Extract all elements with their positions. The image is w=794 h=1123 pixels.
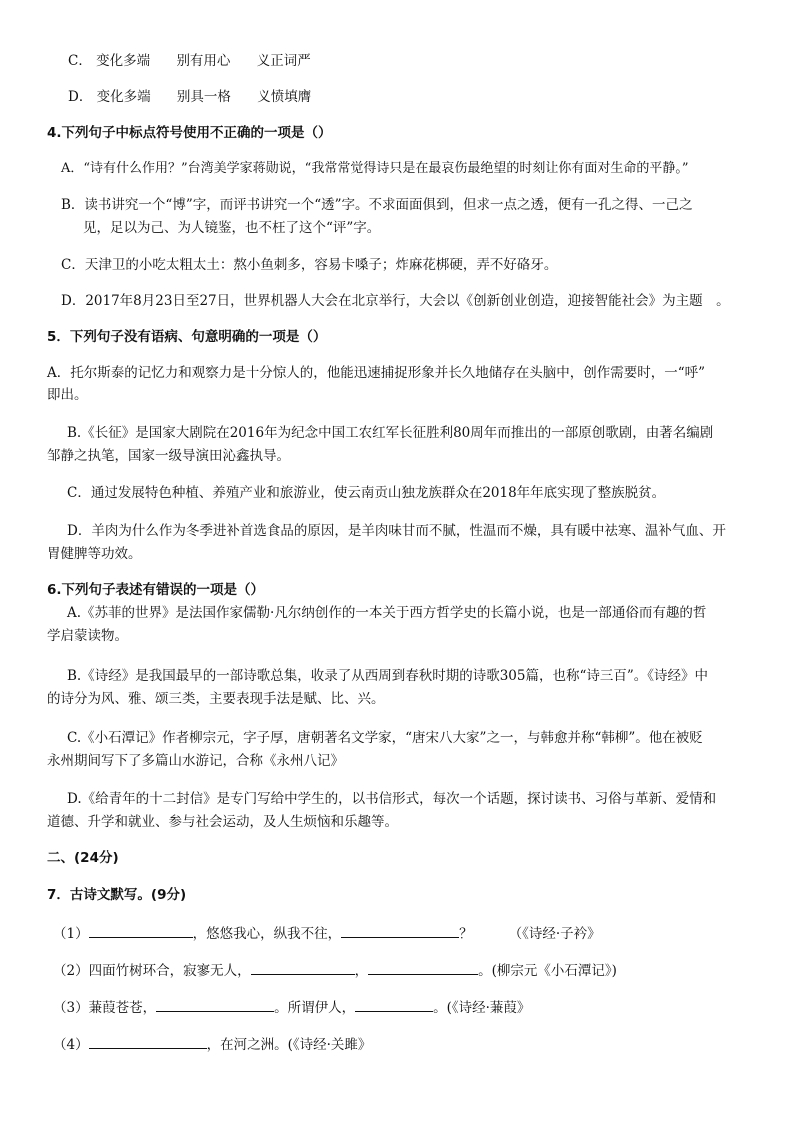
- option-letter: C．: [68, 53, 92, 69]
- dictation-line-3: [53, 997, 530, 1017]
- question-5-option-b-line1: B.《长征》是国家大剧院在2016年为纪念中国工农红军长征胜利80周年而推出的一部原创歌剧，由著名编剧: [67, 425, 714, 441]
- question-4-option-c: C．天津卫的小吃太粗太土：熬小鱼刺多，容易卡嗓子；炸麻花梆硬，弄不好硌牙。: [61, 257, 558, 273]
- question-6-title: 6.下列句子表述有错误的一项是（）: [47, 582, 265, 598]
- question-6-option-d-line1: D.《给青年的十二封信》是专门写给中学生的，以书信形式，每次一个话题，探讨读书、习俗与革新、爱情和: [67, 791, 717, 807]
- question-7-title: 7．古诗文默写。(9分): [47, 887, 187, 903]
- section-2-heading: 二、(24分): [47, 850, 119, 866]
- line-text: （2）四面竹树环合，寂寥无人，: [53, 963, 251, 979]
- option-c: [68, 52, 311, 70]
- question-5-title: 5．下列句子没有语病、句意明确的一项是（）: [47, 329, 327, 345]
- question-4-option-a: A．“诗有什么作用？”台湾美学家蒋勋说，“我常常觉得诗只是在最哀伤最绝望的时刻让你有面对生命的平静。”: [61, 161, 689, 176]
- answer-blank[interactable]: [89, 923, 193, 938]
- dictation-line-1: [53, 923, 601, 943]
- dictation-line-4: [53, 1034, 371, 1054]
- question-4-option-d: D．2017年8月23日至27日，世界机器人大会在北京举行，大会以《创新创业创造，迎接智能社会》为主题 。: [61, 293, 730, 309]
- question-6-option-a-line2: 学启蒙读物。: [47, 628, 128, 644]
- line-text: 。所谓伊人，: [274, 1000, 356, 1016]
- option-letter: D．: [68, 89, 93, 105]
- source-text: ，在河之洲。(《诗经·关雎》: [206, 1037, 372, 1053]
- question-4-option-b-line2: 见，足以为己、为人镜鉴，也不枉了这个“评”字。: [83, 220, 381, 236]
- option-word-2: 别有用心: [176, 53, 231, 69]
- question-5-option-b-line2: 邹静之执笔，国家一级导演田沁鑫执导。: [47, 448, 290, 464]
- answer-blank[interactable]: [341, 923, 459, 938]
- option-word-3: 义愤填膺: [257, 89, 312, 105]
- question-5-option-c: C．通过发展特色种植、养殖产业和旅游业，使云南贡山独龙族群众在2018年年底实现了整族脱贫。: [67, 485, 666, 501]
- line-text: （3）蒹葭苍苍，: [53, 1000, 157, 1016]
- source-text: （《诗经·子衿》: [508, 926, 601, 942]
- question-4-title: 4.下列句子中标点符号使用不正确的一项是（）: [47, 125, 332, 141]
- dictation-line-2: [53, 960, 617, 980]
- question-5-option-d-line1: D．羊肉为什么作为冬季进补首选食品的原因，是羊肉味甘而不腻，性温而不燥，具有暖中祛寒、温补气血、开: [67, 523, 726, 539]
- line-text: ，: [354, 963, 369, 979]
- answer-blank[interactable]: [368, 960, 478, 975]
- question-5-option-a-line2: 即出。: [47, 387, 88, 403]
- answer-blank[interactable]: [89, 1034, 207, 1049]
- source-text: 。(柳宗元《小石潭记》): [478, 963, 617, 979]
- option-d: [68, 88, 311, 106]
- option-word-1: 变化多端: [96, 89, 151, 105]
- item-number: （4）: [53, 1037, 89, 1053]
- line-text: ，悠悠我心，纵我不往，: [192, 926, 342, 942]
- question-6-option-b-line1: B.《诗经》是我国最早的一部诗歌总集，收录了从西周到春秋时期的诗歌305篇，也称“诗三百”。《诗经》中: [67, 668, 709, 684]
- answer-blank[interactable]: [156, 997, 274, 1012]
- question-6-option-d-line2: 道德、升学和就业、参与社会运动，及人生烦恼和乐趣等。: [47, 814, 398, 830]
- line-text: ？: [459, 926, 473, 942]
- option-word-1: 变化多端: [96, 53, 151, 69]
- answer-blank[interactable]: [251, 960, 355, 975]
- question-5-option-d-line2: 胃健脾等功效。: [47, 546, 142, 562]
- answer-blank[interactable]: [355, 997, 433, 1012]
- option-word-2: 别具一格: [176, 89, 231, 105]
- question-4-option-b-line1: B．读书讲究一个“博”字，而评书讲究一个“透”字。不求面面俱到，但求一点之透，便有一孔之得、一己之: [61, 197, 693, 213]
- question-6-option-c-line2: 永州期间写下了多篇山水游记，合称《永州八记》: [47, 753, 344, 769]
- source-text: 。(《诗经·蒹葭》: [433, 1000, 531, 1016]
- question-6-option-a-line1: A.《苏菲的世界》是法国作家儒勒·凡尔纳创作的一本关于西方哲学史的长篇小说，也是一部通俗而有趣的哲: [67, 605, 707, 621]
- option-word-3: 义正词严: [256, 53, 311, 69]
- question-6-option-b-line2: 的诗分为风、雅、颂三类，主要表现手法是赋、比、兴。: [47, 691, 385, 707]
- item-number: （1）: [53, 926, 89, 942]
- question-5-option-a-line1: A．托尔斯泰的记忆力和观察力是十分惊人的，他能迅速捕捉形象并长久地储存在头脑中，创作需要时，一“呼”: [47, 365, 706, 381]
- question-6-option-c-line1: C.《小石潭记》作者柳宗元，字子厚，唐朝著名文学家，“唐宋八大家”之一，与韩愈并称“韩柳”。他在被贬: [67, 730, 703, 746]
